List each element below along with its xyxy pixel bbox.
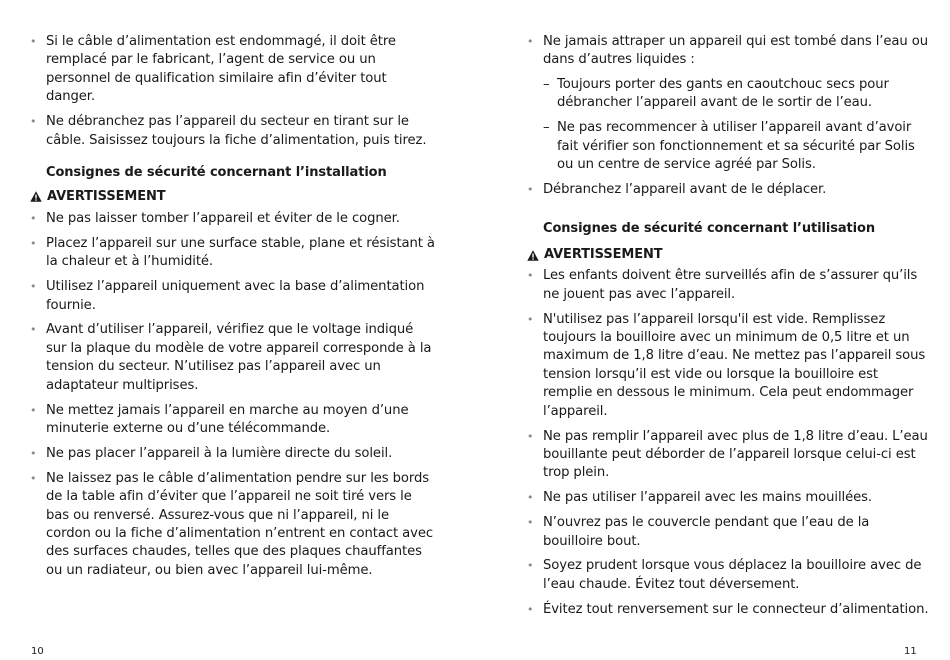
dash-icon: – [543, 120, 550, 136]
warning-label: AVERTISSEMENT [527, 246, 929, 264]
list-item: • Ne pas laisser tomber l’appareil et éviter de le cogner. [30, 210, 435, 228]
sub-list [543, 76, 929, 175]
bullet-icon: • [30, 323, 37, 337]
bullet-icon: • [30, 403, 37, 417]
bullet-icon: • [527, 516, 534, 530]
bullet-icon: • [527, 35, 534, 48]
bullet-icon: • [30, 471, 37, 485]
bullet-icon: • [30, 280, 37, 294]
bullet-icon: • [527, 602, 534, 616]
dash-icon: – [543, 76, 550, 92]
warning-triangle-icon [527, 250, 539, 261]
list-item: • Ne jamais attraper un appareil qui est tombé dans l’eau ou dans d’autres liquides : – Toujours porter des gants en caoutchouc secs pour débrancher l’appareil avant de le sortir de l’eau. – Ne pas recommencer à utiliser l’appareil avant d’avoir fait vérifier son fonctionnement et sa sécurité par Solis ou un centre de service agréé par Solis. [527, 33, 929, 174]
bullet-icon: • [30, 35, 37, 48]
page-number-right: 11 [904, 646, 917, 657]
list-item: • Ne pas remplir l’appareil avec plus de 1,8 litre d’eau. L’eau bouillante peut déborder de l’appareil lorsque celui-ci est trop plein. [527, 428, 928, 481]
list-item: • N’ouvrez pas le couvercle pendant que l’eau de la bouilloire bout. [527, 515, 870, 549]
list-item: • Ne pas utiliser l’appareil avec les mains mouillées. [527, 489, 929, 507]
left-intro-list [30, 33, 435, 150]
list-item: • Les enfants doivent être surveillés afin de s’assurer qu’ils ne jouent pas avec l’appareil. [527, 268, 918, 302]
bullet-icon: • [527, 491, 534, 505]
list-item: • Utilisez l’appareil uniquement avec la base d’alimentation fournie. [30, 279, 425, 313]
list-item: • Ne laissez pas le câble d’alimentation pendre sur les bords de la table afin d’éviter que l’appareil ne soit tiré vers le bas ou renversé. Assurez-vous que ni l’appareil, ni le cordon ou la fiche d’alimentation n’entrent en contact avec des surfaces chaudes, telles que des plaques chauffantes ou un radiateur, ou bien avec l’appareil lui-même. [30, 470, 433, 578]
right-page [475, 0, 950, 660]
list-item: • Soyez prudent lorsque vous déplacez la bouilloire avec de l’eau chaude. Évitez tout déversement. [527, 558, 922, 592]
list-item: • N'utilisez pas l’appareil lorsqu'il est vide. Remplissez toujours la bouilloire avec un minimum de 0,5 litre et un maximum de 1,8 litre d’eau. Ne mettez pas l’appareil sous tension lorsqu’il est vide ou lorsque la bouilloire est remplie en dessous le minimum. Cela peut endommager l’appareil. [527, 311, 926, 419]
list-item: • Débranchez l’appareil avant de le déplacer. [527, 181, 929, 199]
right-intro-list [527, 33, 929, 199]
list-item: • Avant d’utiliser l’appareil, vérifiez que le voltage indiqué sur la plaque du modèle de votre appareil corresponde à la tension du secteur. N’utilisez pas l’appareil avec un adaptateur multiprises. [30, 322, 432, 393]
list-item: • Si le câble d’alimentation est endommagé, il doit être remplacé par le fabricant, l’agent de service ou un personnel de qualification similaire afin d’éviter tout danger. [30, 34, 396, 105]
section-heading-utilisation: Consignes de sécurité concernant l’utilisation [543, 221, 875, 237]
bullet-icon: • [30, 236, 37, 250]
bullet-icon: • [527, 269, 534, 283]
warning-label: AVERTISSEMENT [30, 188, 435, 206]
sub-list-item: – Ne pas recommencer à utiliser l’appareil avant d’avoir fait vérifier son fonctionnement et sa sécurité par Solis ou un centre de service agréé par Solis. [543, 120, 915, 172]
bullet-icon: • [30, 446, 37, 460]
right-column [527, 33, 929, 626]
bullet-icon: • [527, 429, 534, 443]
list-item: • Ne pas placer l’appareil à la lumière directe du soleil. [30, 445, 435, 463]
list-item: • Ne débranchez pas l’appareil du secteur en tirant sur le câble. Saisissez toujours la fiche d’alimentation, puis tirez. [30, 114, 427, 148]
bullet-icon: • [30, 211, 37, 225]
right-warning-list [527, 267, 929, 619]
bullet-icon: • [527, 312, 534, 326]
bullet-icon: • [527, 559, 534, 573]
page-number-left: 10 [31, 646, 44, 657]
list-item: • Ne mettez jamais l’appareil en marche au moyen d’une minuterie externe ou d’une télécommande. [30, 402, 409, 436]
warning-triangle-icon [30, 191, 42, 202]
bullet-icon: • [527, 182, 534, 196]
sub-list-item: – Toujours porter des gants en caoutchouc secs pour débrancher l’appareil avant de le sortir de l’eau. [543, 76, 889, 111]
list-item: • Placez l’appareil sur une surface stable, plane et résistant à la chaleur et à l’humidité. [30, 235, 435, 270]
list-item: • Évitez tout renversement sur le connecteur d’alimentation. [527, 601, 929, 619]
section-heading-installation: Consignes de sécurité concernant l’installation [46, 164, 387, 180]
left-warning-list [30, 210, 435, 580]
bullet-icon: • [30, 115, 37, 129]
left-column [30, 33, 435, 587]
